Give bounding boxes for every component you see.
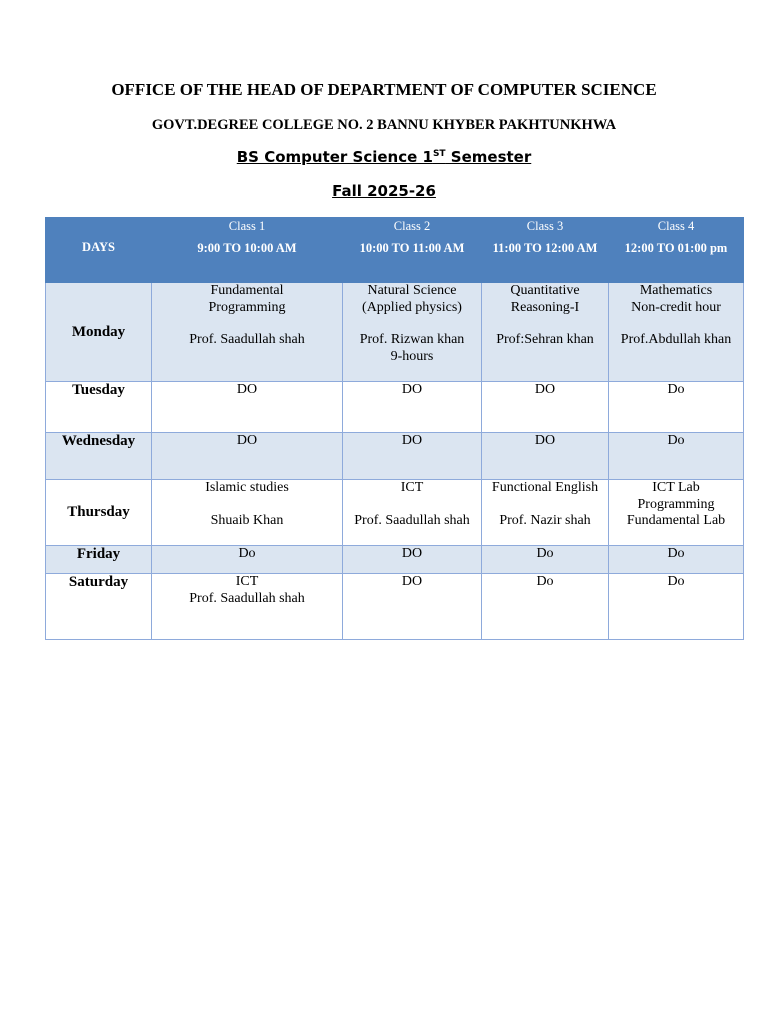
cell-wednesday-class-3: DO: [482, 433, 609, 480]
table-row-thursday: [46, 480, 744, 546]
cell-monday-class-4: [609, 283, 744, 382]
class-3-time: 11:00 TO 12:00 AM: [492, 240, 598, 255]
office-title: OFFICE OF THE HEAD OF DEPARTMENT OF COMPUTER SCIENCE: [111, 80, 657, 99]
class-4-time: 12:00 TO 01:00 pm: [624, 240, 728, 255]
subject-line: Reasoning-I: [510, 299, 580, 315]
class-3-label: Class 3: [526, 219, 564, 233]
day-cell-monday: Monday: [46, 283, 152, 382]
table-row-tuesday: [46, 382, 744, 433]
timetable-header-row: [46, 218, 744, 283]
day-cell-tuesday: Tuesday: [46, 382, 152, 433]
class-2-time: 10:00 TO 11:00 AM: [359, 240, 465, 255]
cell-wednesday-class-1: DO: [152, 433, 343, 480]
teacher-line: Prof.Abdullah khan: [620, 332, 732, 347]
subject-line: ICT Lab: [652, 480, 700, 495]
subject-line: Programming: [637, 496, 715, 512]
subject-line: Fundamental: [210, 283, 284, 298]
day-cell-thursday: Thursday: [46, 480, 152, 546]
class-2-label: Class 2: [393, 219, 431, 233]
program-semester-word: Semester: [445, 148, 532, 166]
cell-monday-class-2: [343, 283, 482, 382]
table-row-monday: [46, 283, 744, 382]
cell-wednesday-class-2: DO: [343, 433, 482, 480]
class-1-label: Class 1: [228, 219, 266, 233]
cell-monday-class-3: [482, 283, 609, 382]
subject-line: Non-credit hour: [631, 299, 721, 315]
program-name: BS Computer Science 1: [236, 148, 433, 166]
subject-line: Fundamental Lab: [626, 513, 726, 528]
cell-thursday-class-4: [609, 480, 744, 546]
class-1-header: [152, 218, 343, 283]
class-1-time: 9:00 TO 10:00 AM: [197, 240, 297, 255]
subject-line: Mathematics: [639, 283, 713, 298]
class-2-header: [343, 218, 482, 283]
cell-tuesday-class-2: DO: [343, 382, 482, 433]
session-title: Fall 2025-26: [332, 182, 436, 200]
cell-monday-class-1: [152, 283, 343, 382]
cell-thursday-class-2: [343, 480, 482, 546]
cell-tuesday-class-1: DO: [152, 382, 343, 433]
days-column-header: [46, 218, 152, 283]
subject-line: ICT: [400, 480, 424, 495]
teacher-line: Prof. Saadullah shah: [354, 512, 470, 528]
teacher-line: Prof. Nazir shah: [499, 512, 591, 528]
college-name: GOVT.DEGREE COLLEGE NO. 2 BANNU KHYBER PAKHTUNKHWA: [151, 117, 617, 133]
day-cell-wednesday: Wednesday: [46, 433, 152, 480]
teacher-line: Prof. Saadullah shah: [189, 332, 305, 347]
cell-saturday-class-1: [152, 574, 343, 640]
cell-saturday-class-2: DO: [343, 574, 482, 640]
day-cell-friday: Friday: [46, 546, 152, 574]
cell-tuesday-class-3: DO: [482, 382, 609, 433]
program-title: [0, 148, 768, 166]
cell-friday-class-2: DO: [343, 546, 482, 574]
subject-line: ICT: [235, 574, 259, 589]
cell-saturday-class-3: Do: [482, 574, 609, 640]
subject-line: Functional English: [491, 480, 599, 495]
cell-friday-class-3: Do: [482, 546, 609, 574]
teacher-line: Prof. Saadullah shah: [189, 590, 305, 606]
day-cell-saturday: Saturday: [46, 574, 152, 640]
cell-thursday-class-1: [152, 480, 343, 546]
timetable: [45, 217, 744, 640]
teacher-line: Prof:Sehran khan: [496, 332, 594, 347]
program-ordinal-suffix: ST: [432, 149, 446, 159]
cell-tuesday-class-4: Do: [609, 382, 744, 433]
cell-thursday-class-3: [482, 480, 609, 546]
hours-line: 9-hours: [390, 348, 434, 364]
table-row-wednesday: [46, 433, 744, 480]
subject-line: Islamic studies: [205, 480, 289, 495]
subject-line: Natural Science: [367, 283, 457, 298]
table-row-saturday: [46, 574, 744, 640]
class-4-label: Class 4: [657, 219, 695, 233]
class-4-header: [609, 218, 744, 283]
class-3-header: [482, 218, 609, 283]
teacher-line: Shuaib Khan: [210, 512, 284, 528]
subject-line: (Applied physics): [362, 299, 462, 315]
cell-saturday-class-4: Do: [609, 574, 744, 640]
days-header-label: DAYS: [82, 240, 115, 254]
table-row-friday: [46, 546, 744, 574]
cell-friday-class-4: Do: [609, 546, 744, 574]
subject-line: Programming: [208, 299, 286, 315]
cell-friday-class-1: Do: [152, 546, 343, 574]
cell-wednesday-class-4: Do: [609, 433, 744, 480]
teacher-line: Prof. Rizwan khan: [359, 332, 465, 347]
subject-line: Quantitative: [510, 283, 580, 298]
